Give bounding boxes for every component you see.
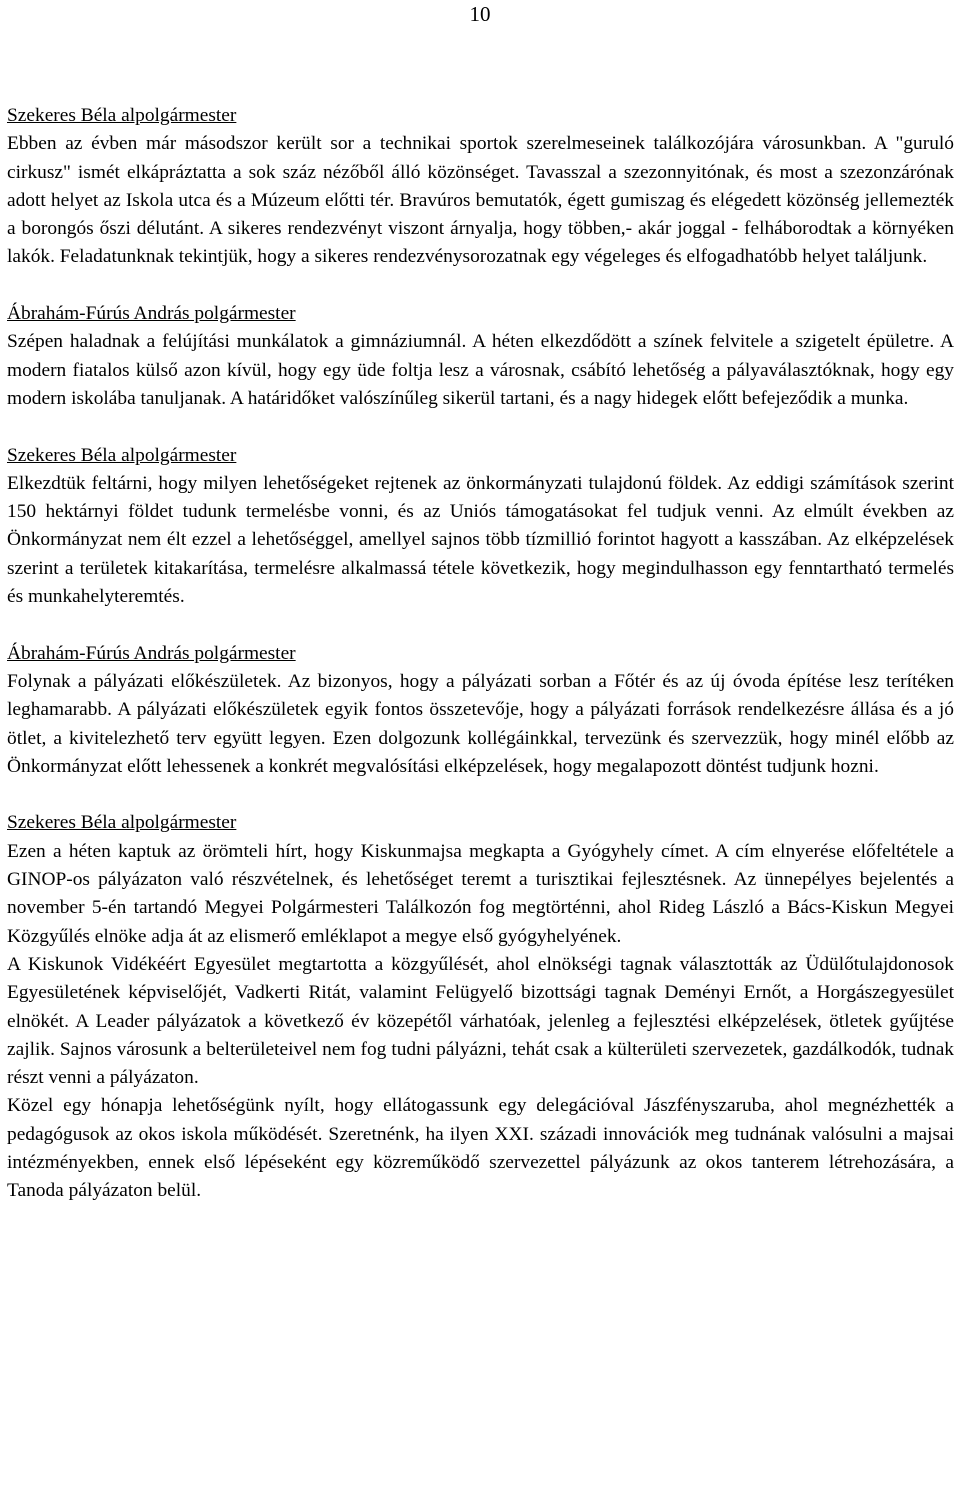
speaker-heading: Ábrahám-Fúrús András polgármester [7,303,296,325]
document-body [7,102,954,1206]
speech-section [7,300,954,413]
paragraph: Szépen haladnak a felújítási munkálatok a gimnáziumnál. A héten elkezdődött a színek felvitele a szigetelt épületre. A modern fiatalos külső azon kívül, hogy egy üde foltja lesz a városnak, csábító lehetőség a pályaválasztóknak, hogy egy modern iskolába tanuljanak. A határidőket valószínűleg sikerül tartani, és a nagy hidegek előtt befejeződik a munka. [7,331,954,409]
paragraph: Közel egy hónapja lehetőségünk nyílt, hogy ellátogassunk egy delegációval Jászfényszaruba, ahol megnézhették a pedagógusok az okos iskola működését. Szeretnénk, ha ilyen XXI. századi innovációk meg tudnának valósulni a majsai intézményekben, ennek első lépéseként egy közreműködő szervezettel pályázunk az okos tanterem létrehozására, a Tanoda pályázaton belül. [7,1095,954,1202]
speaker-heading: Ábrahám-Fúrús András polgármester [7,642,296,664]
paragraph: Ezen a héten kaptuk az örömteli hírt, hogy Kiskunmajsa megkapta a Gyógyhely címet. A cím elnyerése előfeltétele a GINOP-os pályázaton való részvételnek, és lehetőséget teremt a turisztikai fejlesztésnek. Az ünnepélyes bejelentés a november 5-én tartandó Megyei Polgármesteri Találkozón fog megtörténni, ahol Rideg László a Bács-Kiskun Megyei Közgyűlés elnöke adja át az elismerő emléklapot a megye első gyógyhelyének. [7,840,954,947]
page-number: 10 [469,2,491,26]
speaker-heading: Szekeres Béla alpolgármester [7,444,237,466]
speaker-heading: Szekeres Béla alpolgármester [7,812,237,834]
paragraph: Ebben az évben már másodszor került sor a technikai sportok szerelmeseinek találkozójára városunkban. A "guruló cirkusz" ismét elkápráztatta a sok száz nézőből álló közönséget. Tavasszal a szezonnyitónak, és most a szezonzárónak adott helyet az Iskola utca és a Múzeum előtti tér. Bravúros bemutatók, égett gumiszag és elégedett közönség jellemezték a borongós őszi délutánt. A sikeres rendezvényt viszont árnyalja, hogy többen,- akár joggal - felháborodtak a környéken lakók. Feladatunknak tekintjük, hogy a sikeres rendezvénysorozatnak egy végeleges és elfogadhatóbb helyet találjunk. [7,133,954,268]
speaker-heading: Szekeres Béla alpolgármester [7,105,237,126]
paragraph: Elkezdtük feltárni, hogy milyen lehetőségeket rejtenek az önkormányzati tulajdonú földek. Az eddigi számítások szerint 150 hektárnyi földet tudunk termelésbe vonni, és az Uniós támogatásokat fel tudjuk venni. Az elmúlt években az Önkormányzat nem élt ezzel a lehetőséggel, amellyel sajnos több tízmillió forintot hagyott a kasszában. Az elképzelések szerint a területek kitakarítása, termelésre alkalmassá tétele következik, hogy megindulhasson egy fenntartható termelés és munkahelyteremtés. [7,472,954,608]
paragraph: Folynak a pályázati előkészületek. Az bizonyos, hogy a pályázati sorban a Főtér és az új óvoda építése lesz terítéken leghamarabb. A pályázati előkészületek egyik fontos összetevője, hogy a pályázati források rendelkezésre állása és a jó ötlet, a kivitelezhető terv együtt legyen. Ezen dolgozunk kollégáinkkal, tervezünk és szervezzük, hogy minél előbb az Önkormányzat előtt lehessenek a konkrét megvalósítási elképzelések, hogy megalapozott döntést tudjunk hozni. [7,670,954,777]
speech-section [7,442,954,612]
speech-section [7,809,954,1205]
speech-section [7,640,954,781]
paragraph: A Kiskunok Vidékéért Egyesület megtartotta a közgyűlését, ahol elnökségi tagnak választották az Üdülőtulajdonosok Egyesületének képviselőjét, Vadkerti Ritát, valamint Felügyelő bizottsági tagnak Deményi Ernőt, a Horgászegyesület elnökét. A Leader pályázatok a következő év közepétől várhatóak, jelenleg a fejlesztési elképzelések, ötletek gyűjtése zajlik. Sajnos városunk a belterületeivel nem fog tudni pályázni, tehát csak a külterületi szervezetek, gazdálkodók, tudnak részt venni a pályázaton. [7,953,954,1089]
speech-section [7,102,954,272]
